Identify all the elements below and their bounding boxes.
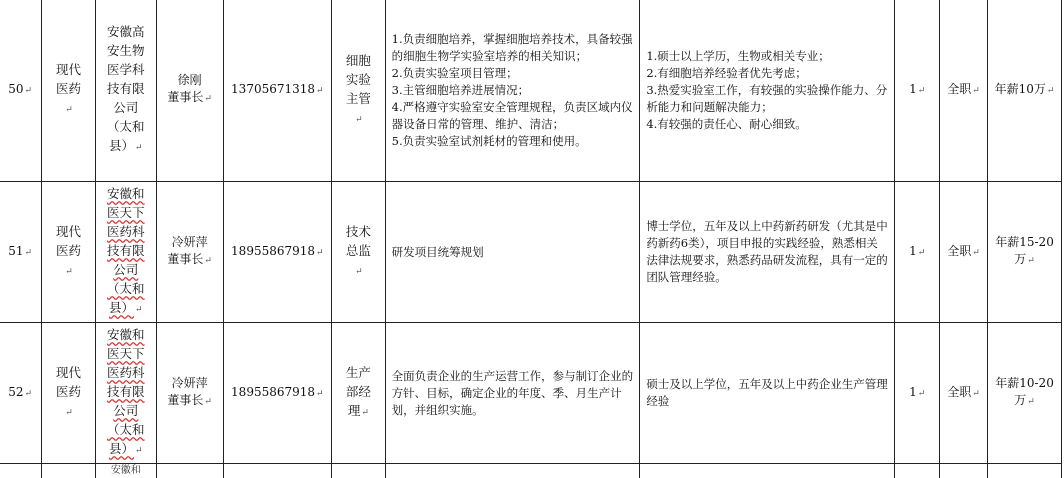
table-row (0, 464, 1062, 478)
duties-cell: 研发项目统筹规划 (385, 182, 640, 323)
duties-cell: 1.负责细胞培养，掌握细胞培养技术，具备较强的细胞生物学实验室培养的相关知识； 2.负责实验室项目管理； 3.主管细胞培养进展情况； 4.严格遵守实验室安全管理规程，负责区域内仪器设备日常的管理、维护、清洁； 5.负责实验室试剂耗材的管理和使用。 (385, 0, 640, 182)
industry-cell: 现代医药↵ (42, 182, 96, 323)
phone-cell: 18955867918↵ (223, 182, 332, 323)
row-number: 52↵ (0, 323, 42, 464)
employment-type-cell: 全职↵ (939, 182, 987, 323)
company-cell: 安徽和医天下医药科技有限公司（太和县）↵ (95, 323, 156, 464)
company-cell: 安徽高安生物医学科技有限公司（太和县）↵ (95, 0, 156, 182)
industry-cell: 现代医药↵ (42, 323, 96, 464)
duties-cell: 全面负责企业的生产运营工作，参与制订企业的方针、目标，确定企业的年度、季、月生产计划，并组织实施。 (385, 323, 640, 464)
salary-cell: 年薪15-20万↵ (988, 182, 1062, 323)
requirements-cell: 硕士及以上学位，五年及以上中药企业生产管理经验 (640, 323, 895, 464)
salary-cell: 年薪10-20万↵ (988, 323, 1062, 464)
row-number: 50↵ (0, 0, 42, 182)
table-row (0, 323, 1062, 464)
table-row (0, 0, 1062, 182)
employment-type-cell: 全职↵ (939, 0, 987, 182)
requirements-cell: 1.硕士以上学历，生物或相关专业； 2.有细胞培养经验者优先考虑； 3.热爱实验室工作，有较强的实验操作能力、分析能力和问题解决能力； 4.有较强的责任心、耐心细致。 (640, 0, 895, 182)
contact-cell: 徐刚 董事长↵ (156, 0, 223, 182)
position-cell: 技术总监↵ (332, 182, 386, 323)
company-cell: 安徽和医天下医药科技有限公司（太和县）↵ (95, 182, 156, 323)
row-number: 51↵ (0, 182, 42, 323)
position-cell: 细胞实验主管↵ (332, 0, 386, 182)
headcount-cell: 1↵ (895, 323, 940, 464)
phone-cell: 18955867918↵ (223, 323, 332, 464)
headcount-cell: 1↵ (895, 182, 940, 323)
contact-cell: 冷妍萍 董事长↵ (156, 182, 223, 323)
salary-cell: 年薪10万↵ (988, 0, 1062, 182)
phone-cell: 13705671318↵ (223, 0, 332, 182)
contact-cell: 冷妍萍 董事长↵ (156, 323, 223, 464)
requirements-cell: 博士学位，五年及以上中药新药研发（尤其是中药新药6类），项目申报的实践经验，熟悉相关法律法规要求，熟悉药品研发流程，具有一定的团队管理经验。 (640, 182, 895, 323)
headcount-cell: 1↵ (895, 0, 940, 182)
employment-type-cell: 全职↵ (939, 323, 987, 464)
company-cell-cutoff: 安徽和 (95, 464, 156, 478)
table-row (0, 182, 1062, 323)
industry-cell: 现代医药↵ (42, 0, 96, 182)
position-cell: 生产部经理↵ (332, 323, 386, 464)
